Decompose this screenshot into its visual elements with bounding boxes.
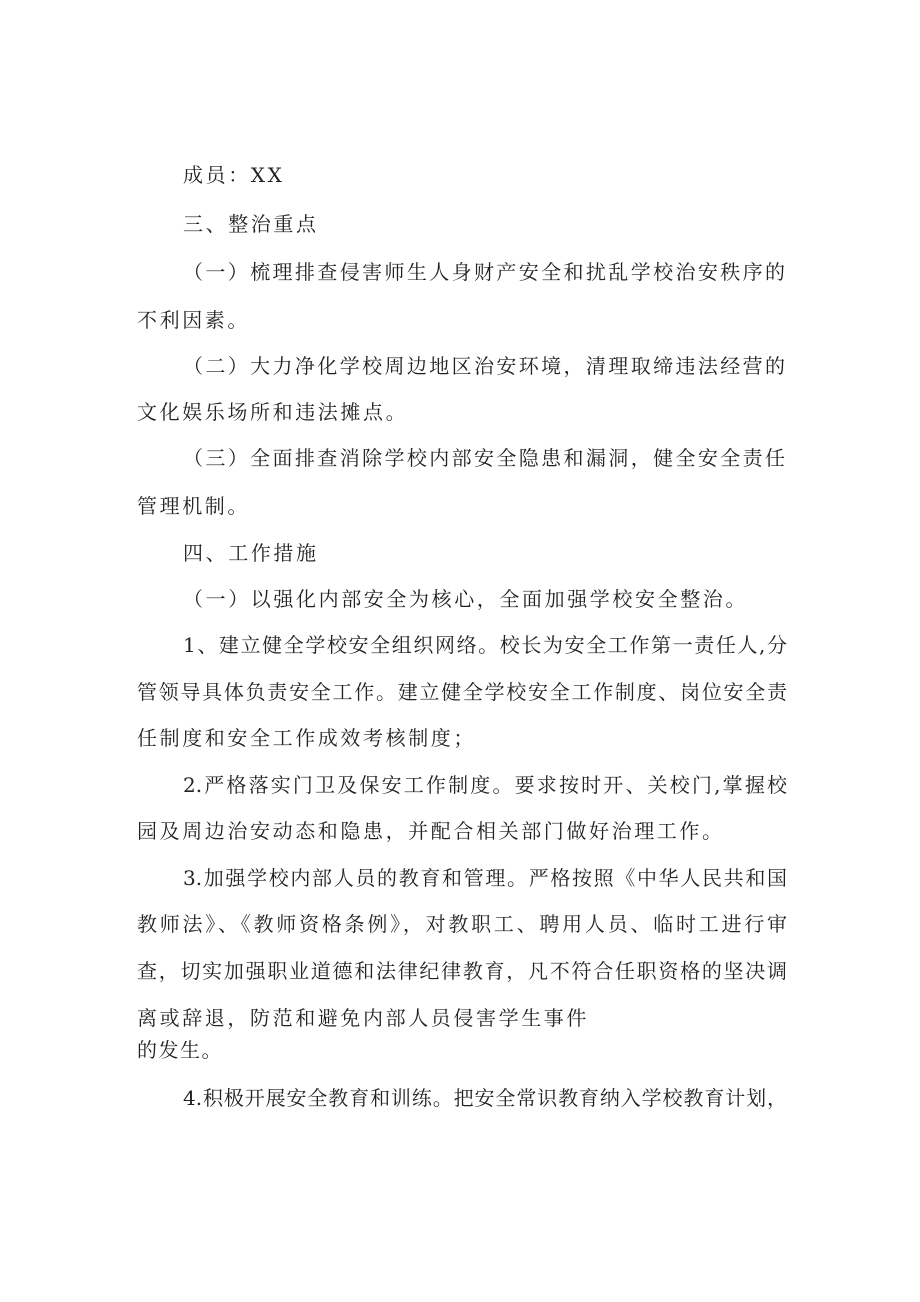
paragraph-line: （三）全面排查消除学校内部安全隐患和漏洞，健全安全责任 [183, 446, 785, 470]
subsection-heading: （一）以强化内部安全为核心，全面加强学校安全整治。 [183, 587, 748, 611]
section-heading-3: 三、整治重点 [183, 212, 319, 236]
paragraph-line: 文化娱乐场所和违法摊点。 [137, 400, 409, 424]
paragraph-line: 不利因素。 [137, 308, 250, 332]
paragraph-line: （一）梳理排查侵害师生人身财产安全和扰乱学校治安秩序的 [183, 260, 785, 284]
paragraph-line: 任制度和安全工作成效考核制度； [137, 726, 476, 750]
paragraph-line: 1、建立健全学校安全组织网络。校长为安全工作第一责任人,分 [183, 633, 787, 657]
paragraph-line: 管领导具体负责安全工作。建立健全学校安全工作制度、岗位安全责 [137, 680, 787, 704]
paragraph-line: 2.严格落实门卫及保安工作制度。要求按时开、关校门,掌握校 [183, 773, 787, 797]
paragraph-line: （二）大力净化学校周边地区治安环境，清理取缔违法经营的 [183, 354, 785, 378]
paragraph-line: 园及周边治安动态和隐患，并配合相关部门做好治理工作。 [137, 819, 725, 843]
paragraph-line: 教师法》、《教师资格条例》，对教职工、聘用人员、临时工进行审 [137, 912, 787, 936]
section-heading-4: 四、工作措施 [183, 541, 319, 565]
paragraph-line: 4.积极开展安全教育和训练。把安全常识教育纳入学校教育计划， [183, 1086, 787, 1110]
paragraph-line: 离或辞退，防范和避免内部人员侵害学生事件 [137, 1006, 589, 1030]
paragraph-line: 3.加强学校内部人员的教育和管理。严格按照《中华人民共和国 [183, 866, 787, 890]
paragraph-line: 管理机制。 [137, 494, 250, 518]
paragraph-line: 的发生。 [137, 1038, 223, 1062]
paragraph-line: 查，切实加强职业道德和法律纪律教育，凡不符合任职资格的坚决调 [137, 959, 787, 983]
members-line: 成员：XX [183, 163, 285, 187]
